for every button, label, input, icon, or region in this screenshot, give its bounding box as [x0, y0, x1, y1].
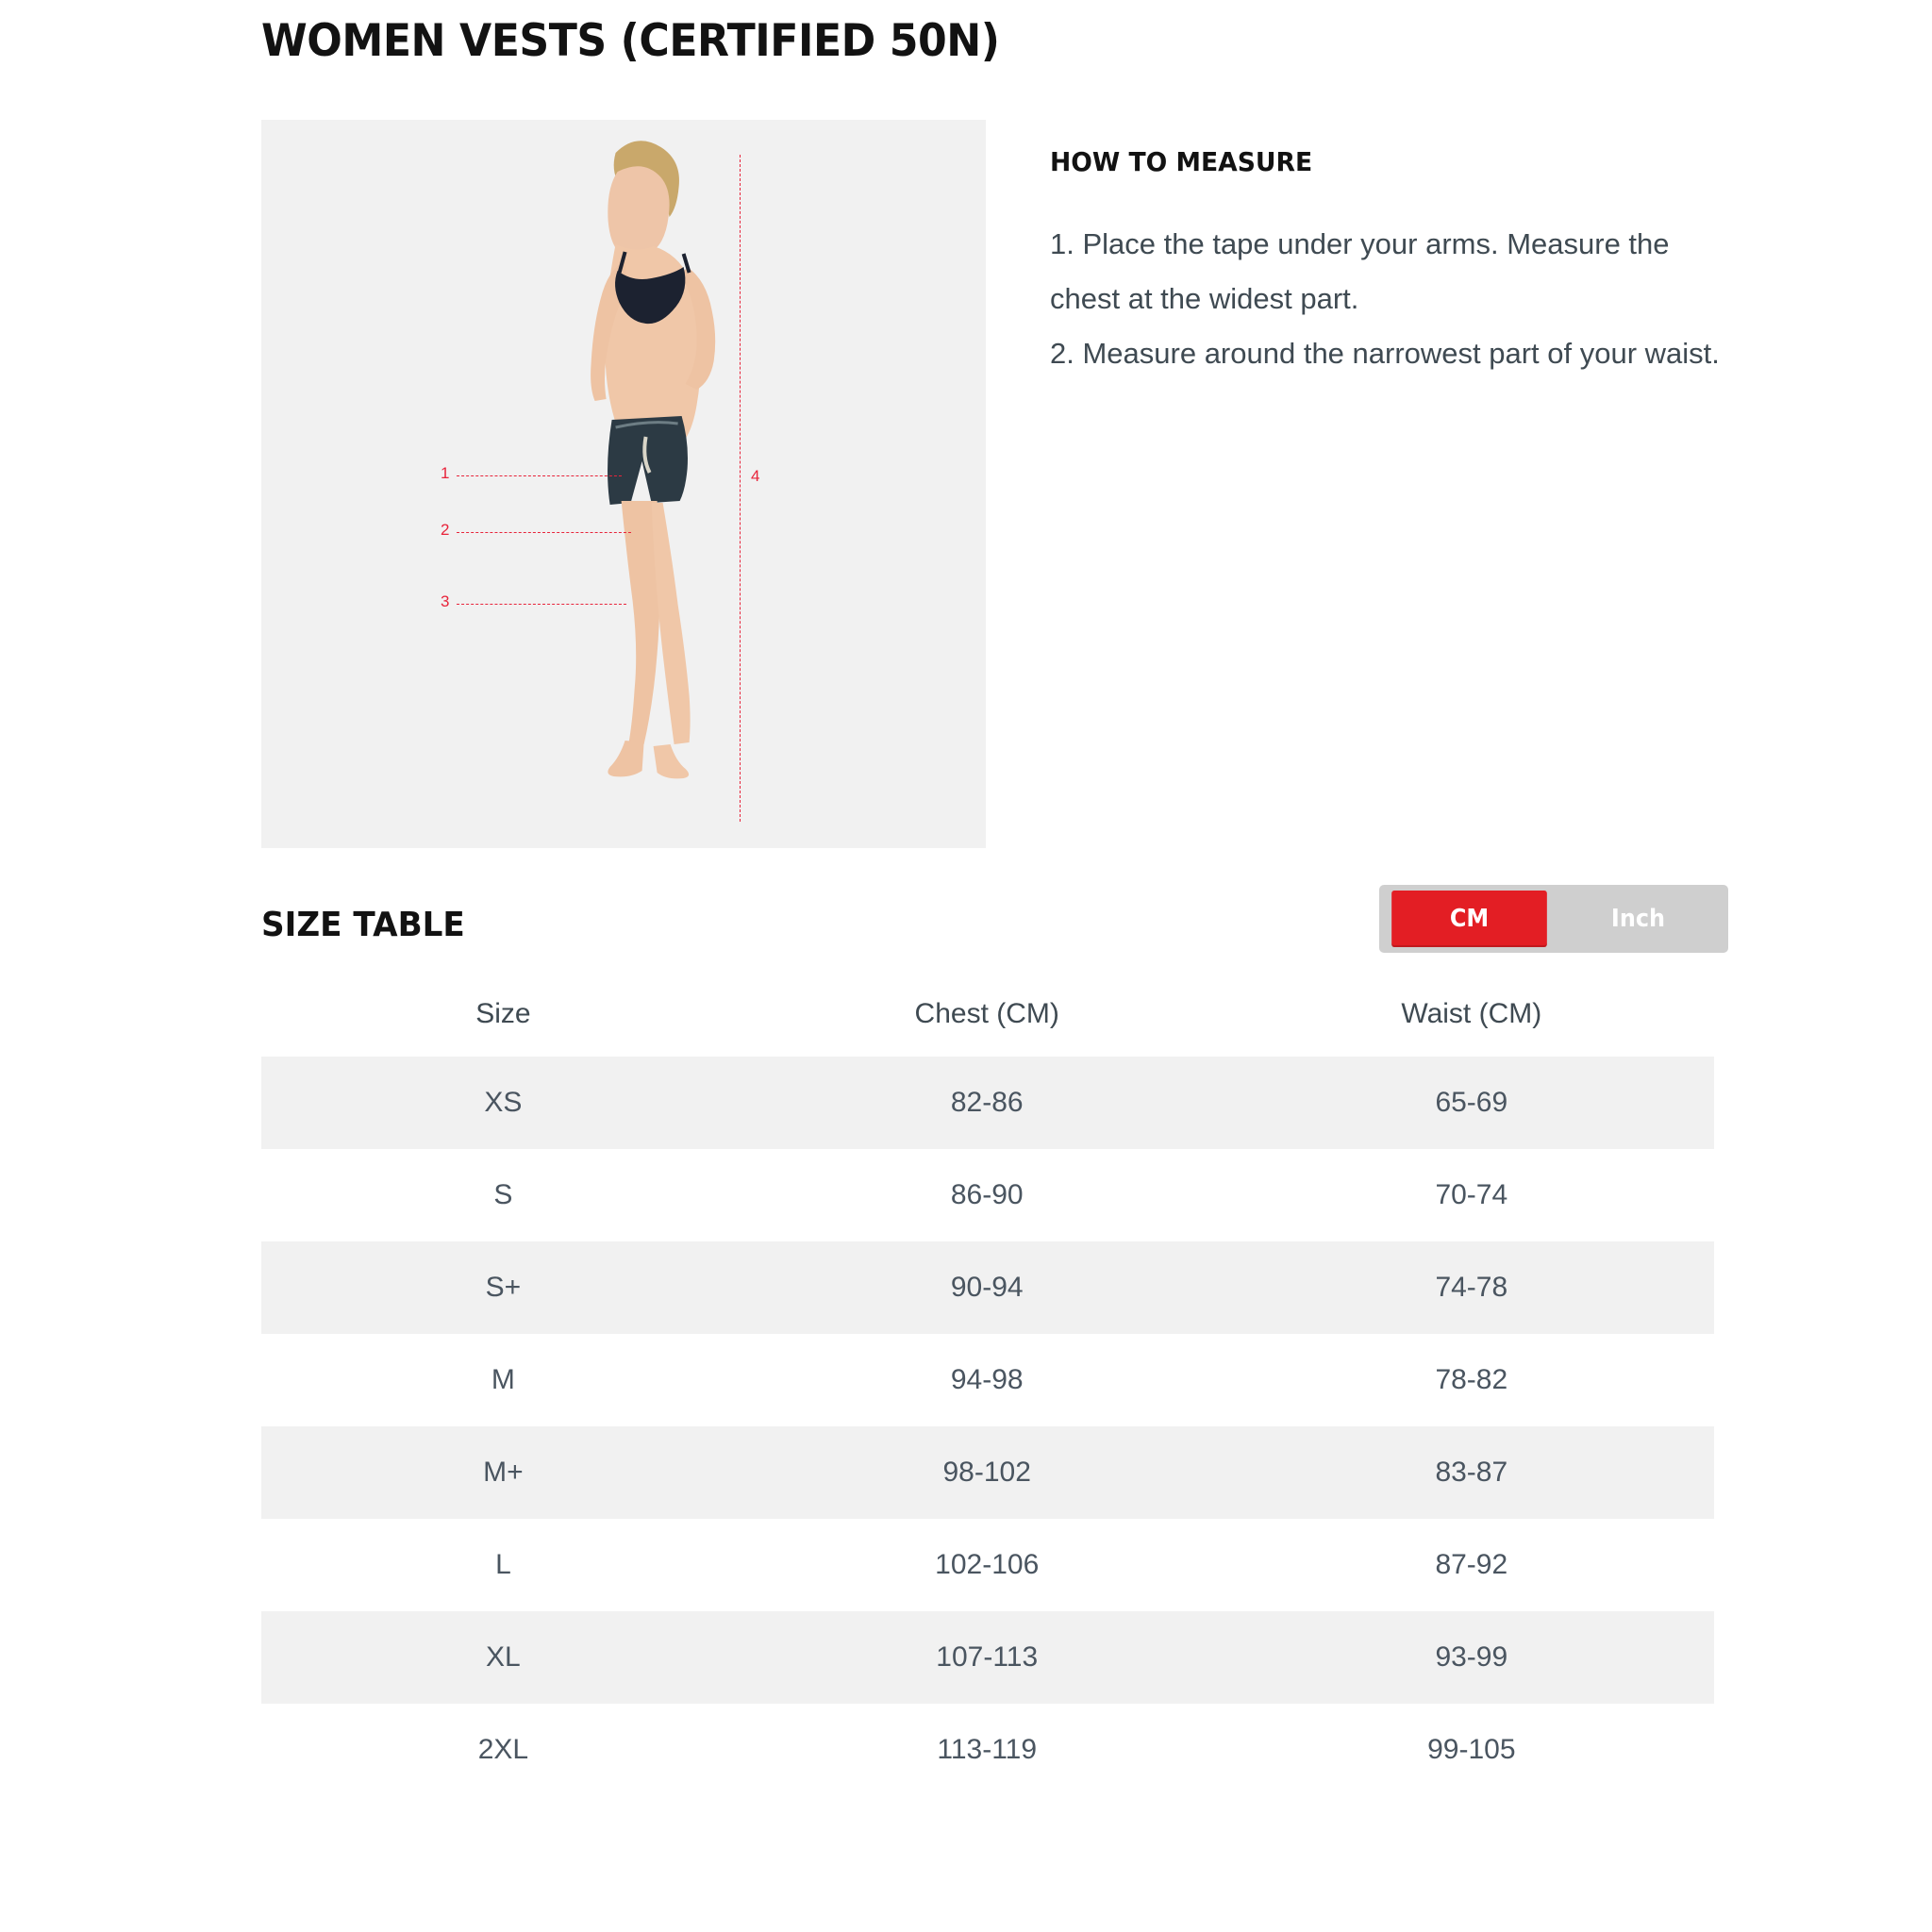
- measure-line-2: [457, 532, 631, 533]
- measurement-figure-panel: [261, 120, 986, 848]
- measure-line-3: [457, 604, 626, 605]
- table-row: [261, 1519, 1714, 1611]
- column-header-waist: Waist (CM): [1401, 998, 1542, 1029]
- cell-chest: 86-90: [950, 1179, 1024, 1210]
- size-table-head: [261, 981, 1714, 1057]
- measure-line-4: [740, 155, 741, 822]
- size-table-heading: SIZE TABLE: [261, 906, 465, 944]
- table-row: [261, 1149, 1714, 1241]
- column-header-chest: Chest (CM): [914, 998, 1059, 1029]
- table-row: [261, 1057, 1714, 1149]
- how-to-measure-step-1: 1. Place the tape under your arms. Measure the chest at the widest part.: [1050, 227, 1670, 315]
- cell-size: XL: [486, 1641, 521, 1673]
- unit-toggle-cm[interactable]: CM: [1391, 891, 1547, 947]
- how-to-measure-step-2: 2. Measure around the narrowest part of your waist.: [1050, 337, 1720, 370]
- cell-chest: 82-86: [950, 1087, 1024, 1118]
- measure-mark-3: 3: [441, 592, 450, 610]
- table-row: [261, 1241, 1714, 1334]
- cell-waist: 87-92: [1435, 1549, 1508, 1580]
- cell-size: M+: [483, 1457, 524, 1488]
- how-to-measure-heading: HOW TO MEASURE: [1050, 146, 1313, 177]
- cell-waist: 83-87: [1435, 1457, 1508, 1488]
- table-row: [261, 1334, 1714, 1426]
- measure-line-1: [457, 475, 622, 476]
- measure-mark-1: 1: [441, 464, 450, 482]
- cell-waist: 93-99: [1435, 1641, 1508, 1673]
- cell-size: L: [495, 1549, 511, 1580]
- cell-waist: 70-74: [1435, 1179, 1508, 1210]
- cell-waist: 99-105: [1427, 1734, 1516, 1765]
- unit-toggle-inch[interactable]: Inch: [1610, 905, 1666, 933]
- cell-chest: 107-113: [936, 1641, 1039, 1673]
- unit-toggle[interactable]: [1379, 885, 1728, 953]
- cell-waist: 78-82: [1435, 1364, 1508, 1395]
- cell-size: S: [493, 1179, 513, 1210]
- cell-chest: 113-119: [937, 1734, 1038, 1765]
- table-header-row: [261, 981, 1714, 1057]
- table-row: [261, 1426, 1714, 1519]
- how-to-measure-steps: [1050, 217, 1739, 381]
- cell-chest: 90-94: [950, 1272, 1024, 1303]
- cell-chest: 102-106: [935, 1549, 1040, 1580]
- cell-size: XS: [484, 1087, 523, 1118]
- column-header-size: Size: [475, 998, 531, 1029]
- page-title: WOMEN VESTS (CERTIFIED 50N): [261, 15, 1000, 67]
- measure-mark-2: 2: [441, 521, 450, 539]
- size-table: [261, 981, 1714, 1796]
- cell-size: S+: [485, 1272, 522, 1303]
- table-row: [261, 1611, 1714, 1704]
- cell-chest: 94-98: [950, 1364, 1024, 1395]
- cell-waist: 74-78: [1435, 1272, 1508, 1303]
- cell-waist: 65-69: [1435, 1087, 1508, 1118]
- measure-mark-4: 4: [751, 467, 760, 485]
- size-table-body: [261, 1057, 1714, 1796]
- cell-size: 2XL: [477, 1734, 529, 1765]
- table-row: [261, 1704, 1714, 1796]
- cell-size: M: [491, 1364, 515, 1395]
- cell-chest: 98-102: [942, 1457, 1031, 1488]
